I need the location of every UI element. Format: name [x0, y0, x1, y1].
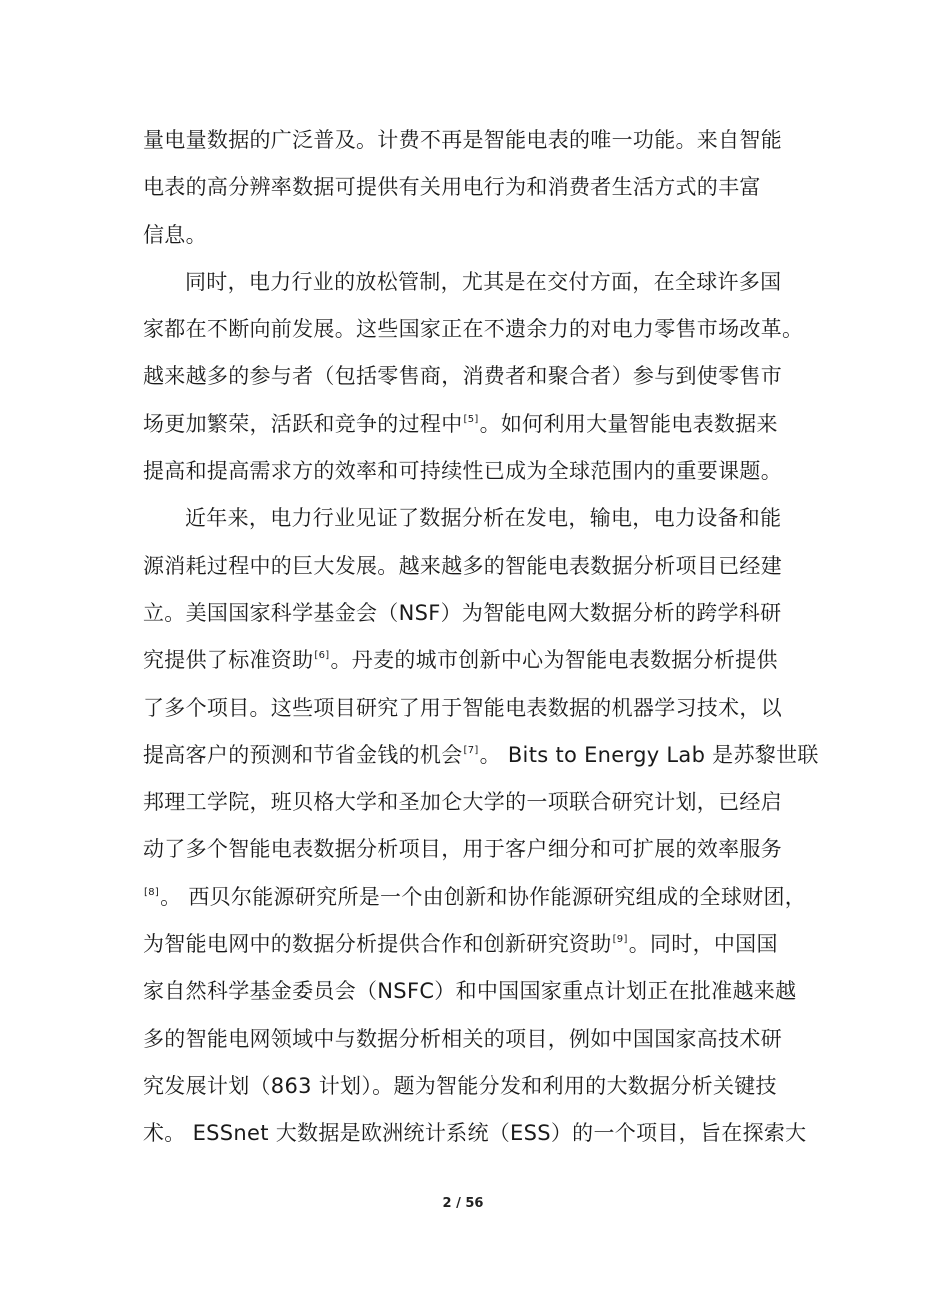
text-line: 提高客户的预测和节省金钱的机会[7]。 Bits to Energy Lab 是苏黎世联: [143, 742, 819, 767]
text-line: 为智能电网中的数据分析提供合作和创新研究资助[9]。同时，中国国: [143, 932, 778, 957]
text-line: 家自然科学基金委员会（NSFC）和中国国家重点计划正在批准越来越: [143, 979, 797, 1004]
text-line: 多的智能电网领域中与数据分析相关的项目，例如中国国家高技术研: [143, 1026, 782, 1051]
citation-ref[interactable]: [6]: [314, 650, 330, 662]
text-line: 源消耗过程中的巨大发展。越来越多的智能电表数据分析项目已经建: [143, 553, 782, 578]
citation-ref[interactable]: [8]: [144, 886, 160, 898]
text-line: 究提供了标准资助[6]。丹麦的城市创新中心为智能电表数据分析提供: [143, 648, 778, 673]
page-number: 2 / 56: [442, 1196, 484, 1211]
document-body: [143, 117, 819, 1158]
citation-ref[interactable]: [7]: [463, 744, 479, 756]
text-line: 场更加繁荣，活跃和竞争的过程中[5]。如何利用大量智能电表数据来: [143, 411, 778, 436]
text-line: 量电量数据的广泛普及。计费不再是智能电表的唯一功能。来自智能: [143, 128, 782, 152]
text-line: 立。美国国家科学基金会（NSF）为智能电网大数据分析的跨学科研: [143, 600, 782, 625]
text-line: 了多个项目。这些项目研究了用于智能电表数据的机器学习技术，以: [143, 695, 782, 720]
text-line: 究发展计划（863 计划）。题为智能分发和利用的大数据分析关键技: [143, 1073, 777, 1098]
text-line: 家都在不断向前发展。这些国家正在不遗余力的对电力零售市场改革。: [143, 317, 804, 342]
text-line: 动了多个智能电表数据分析项目，用于客户细分和可扩展的效率服务: [143, 837, 782, 862]
paragraph-start-line: 同时，电力行业的放松管制，尤其是在交付方面，在全球许多国: [185, 269, 782, 294]
citation-ref[interactable]: [5]: [463, 413, 479, 425]
text-line: 邦理工学院，班贝格大学和圣加仑大学的一项联合研究计划，已经启: [143, 790, 782, 815]
text-line: 信息。: [143, 222, 207, 247]
text-line: 越来越多的参与者（包括零售商，消费者和聚合者）参与到使零售市: [143, 364, 782, 389]
text-line: 术。 ESSnet 大数据是欧洲统计系统（ESS）的一个项目，旨在探索大: [143, 1121, 807, 1146]
text-line: 电表的高分辨率数据可提供有关用电行为和消费者生活方式的丰富: [143, 175, 761, 200]
text-line: 提高和提高需求方的效率和可持续性已成为全球范围内的重要课题。: [143, 459, 782, 484]
paragraph-start-line: 近年来，电力行业见证了数据分析在发电，输电，电力设备和能: [185, 506, 782, 531]
text-line: [8]。 西贝尔能源研究所是一个由创新和协作能源研究组成的全球财团，: [144, 884, 807, 909]
citation-ref[interactable]: [9]: [612, 934, 628, 946]
